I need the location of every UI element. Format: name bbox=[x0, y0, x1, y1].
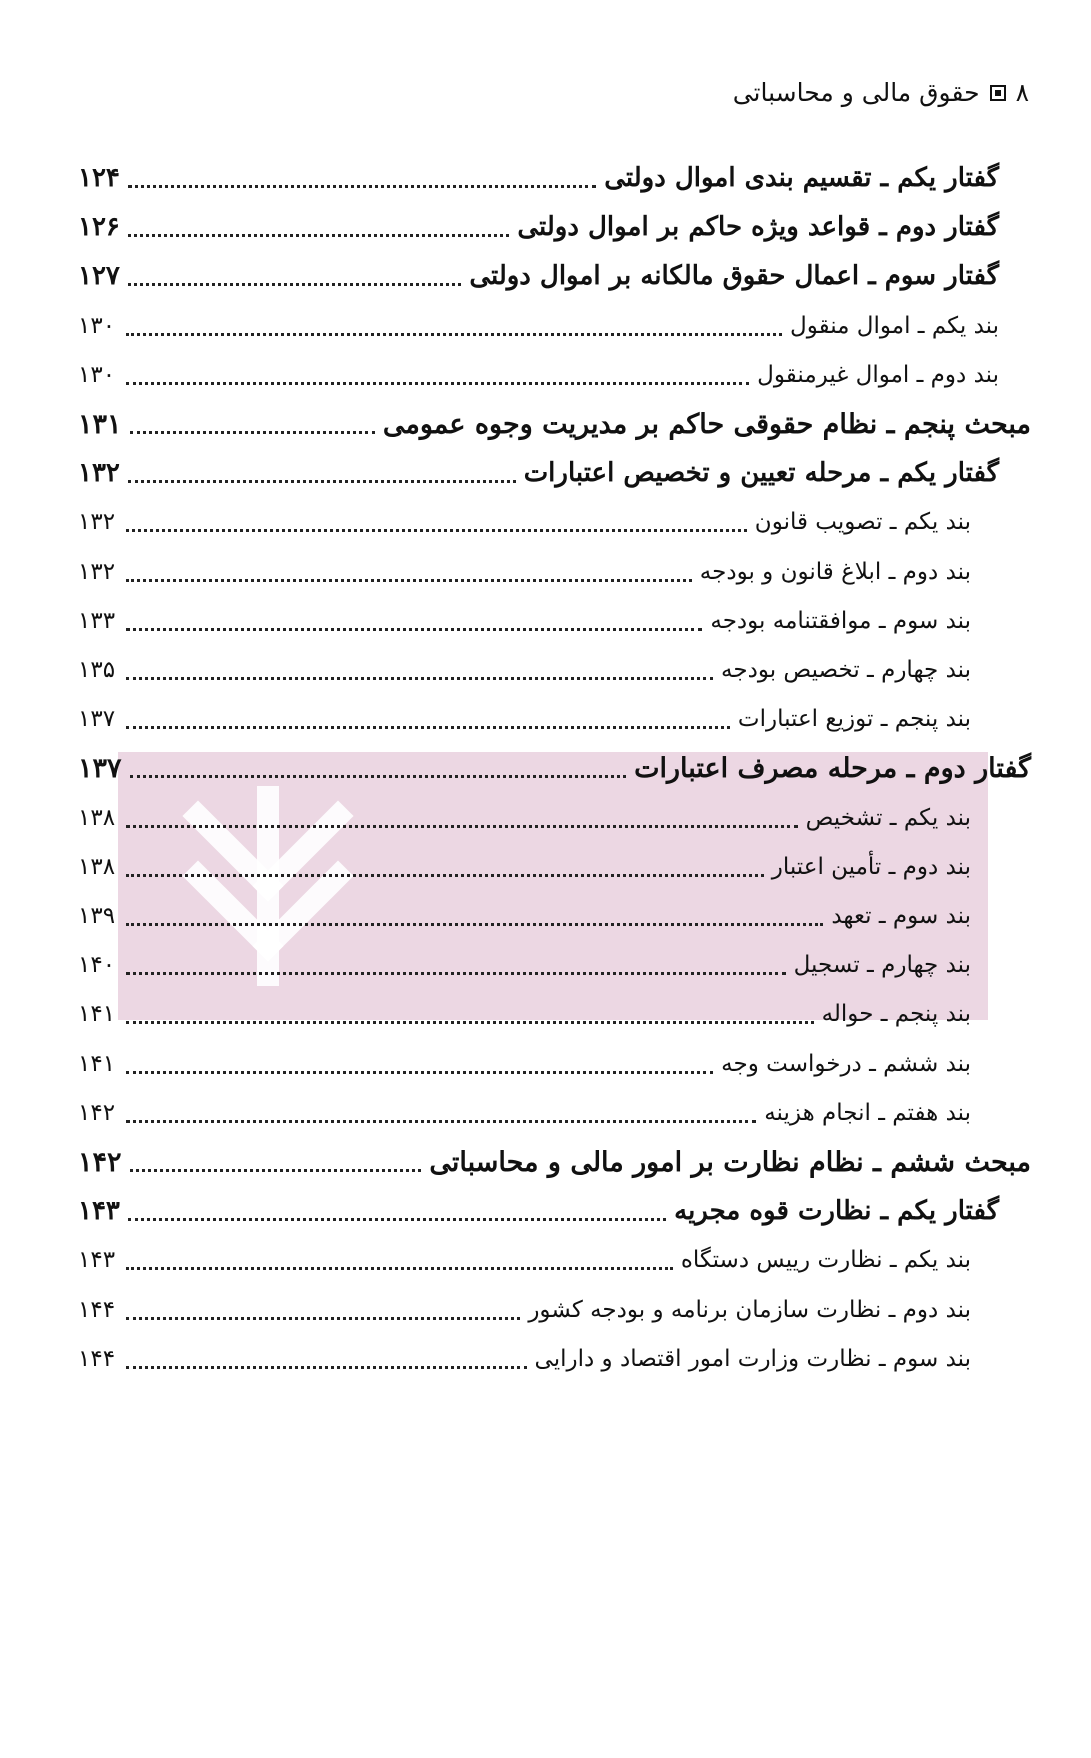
toc-entry-title: بند سوم ـ موافقتنامه بودجه bbox=[710, 607, 971, 634]
toc-entry-page: ۱۳۷ bbox=[78, 706, 116, 733]
toc-entry-page: ۱۳۱ bbox=[78, 408, 122, 440]
toc-entry-page: ۱۴۴ bbox=[78, 1345, 116, 1372]
toc-entry-title: گفتار دوم ـ قواعد ویژه حاکم بر اموال دولتی bbox=[517, 212, 999, 243]
toc-leader-dots bbox=[126, 873, 764, 877]
toc-entry-title: گفتار دوم ـ مرحله مصرف اعتبارات bbox=[634, 752, 1031, 784]
toc-entry-page: ۱۴۲ bbox=[78, 1099, 116, 1126]
toc-entry-title: بند یکم ـ نظارت رییس دستگاه bbox=[680, 1247, 971, 1274]
toc-leader-dots bbox=[126, 528, 747, 532]
toc-entry-title: بند یکم ـ اموال منقول bbox=[790, 312, 999, 339]
page-number: ۸ bbox=[1015, 78, 1029, 107]
toc-entry-page: ۱۳۰ bbox=[78, 361, 116, 388]
toc-entry-page: ۱۲۴ bbox=[78, 163, 120, 193]
toc-entry-title: بند پنجم ـ توزیع اعتبارات bbox=[737, 706, 971, 733]
toc-leader-dots bbox=[130, 1168, 422, 1172]
toc-entry bbox=[78, 404, 1031, 444]
toc-entry-page: ۱۳۷ bbox=[78, 752, 122, 784]
toc-entry-page: ۱۳۲ bbox=[78, 558, 116, 585]
toc-entry-page: ۱۴۳ bbox=[78, 1196, 120, 1227]
toc-entry-page: ۱۳۸ bbox=[78, 853, 116, 880]
toc-entry bbox=[78, 207, 999, 247]
toc-entry-title: بند هفتم ـ انجام هزینه bbox=[764, 1099, 971, 1126]
toc-entry-title: بند یکم ـ تشخیص bbox=[805, 804, 971, 831]
toc-entry bbox=[78, 1093, 971, 1133]
toc-entry bbox=[78, 552, 971, 592]
toc-leader-dots bbox=[126, 824, 798, 828]
toc-entry bbox=[78, 994, 971, 1034]
toc-entry-title: بند دوم ـ تأمین اعتبار bbox=[771, 853, 971, 880]
toc-entry bbox=[78, 748, 1031, 788]
toc-entry-title: بند دوم ـ نظارت سازمان برنامه و بودجه کشور bbox=[528, 1296, 971, 1323]
toc-entry bbox=[78, 896, 971, 936]
toc-leader-dots bbox=[126, 725, 730, 729]
toc-entry bbox=[78, 256, 999, 296]
toc-leader-dots bbox=[126, 971, 786, 975]
toc-leader-dots bbox=[128, 479, 516, 483]
page-header bbox=[733, 78, 1029, 107]
toc-entry-page: ۱۴۱ bbox=[78, 1050, 116, 1077]
toc-entry-page: ۱۳۸ bbox=[78, 804, 116, 831]
toc-leader-dots bbox=[128, 1217, 666, 1221]
toc-entry bbox=[78, 1240, 971, 1280]
toc-entry bbox=[78, 699, 971, 739]
toc-leader-dots bbox=[126, 1119, 756, 1123]
toc-entry-page: ۱۳۵ bbox=[78, 657, 116, 683]
toc-entry bbox=[78, 1290, 971, 1330]
toc-leader-dots bbox=[126, 578, 692, 582]
toc-entry-title: مبحث ششم ـ نظام نظارت بر امور مالی و محاسباتی bbox=[429, 1146, 1031, 1178]
toc-leader-dots bbox=[126, 922, 823, 926]
toc-entry-title: مبحث پنجم ـ نظام حقوقی حاکم بر مدیریت وجوه عمومی bbox=[382, 408, 1031, 440]
toc-entry bbox=[78, 601, 971, 641]
toc-entry-title: بند سوم ـ نظارت وزارت امور اقتصاد و دارایی bbox=[534, 1345, 971, 1372]
toc-entry bbox=[78, 650, 971, 690]
toc-entry-title: بند ششم ـ درخواست وجه bbox=[721, 1050, 971, 1077]
toc-leader-dots bbox=[130, 430, 375, 434]
toc-entry bbox=[78, 158, 999, 198]
toc-entry-title: گفتار یکم ـ نظارت قوه مجریه bbox=[674, 1196, 999, 1227]
toc-entry-page: ۱۴۱ bbox=[78, 1001, 116, 1028]
toc-entry-title: بند یکم ـ تصویب قانون bbox=[754, 509, 971, 536]
toc-entry bbox=[78, 945, 971, 985]
toc-entry-title: بند پنجم ـ حواله bbox=[821, 1001, 971, 1028]
toc-entry-page: ۱۴۲ bbox=[78, 1146, 122, 1178]
toc-leader-dots bbox=[126, 1266, 673, 1270]
toc-entry-page: ۱۲۶ bbox=[78, 212, 120, 243]
toc-leader-dots bbox=[126, 627, 702, 631]
toc-entry bbox=[78, 502, 971, 542]
toc-entry-title: بند دوم ـ ابلاغ قانون و بودجه bbox=[699, 558, 971, 585]
toc-leader-dots bbox=[126, 1316, 520, 1320]
toc-entry-page: ۱۴۴ bbox=[78, 1296, 116, 1323]
toc-entry-page: ۱۳۲ bbox=[78, 458, 120, 489]
toc-entry bbox=[78, 847, 971, 887]
toc-leader-dots bbox=[126, 332, 782, 336]
toc-entry-title: گفتار یکم ـ مرحله تعیین و تخصیص اعتبارات bbox=[523, 458, 999, 489]
toc-leader-dots bbox=[130, 774, 627, 778]
toc-entry bbox=[78, 355, 999, 395]
toc-entry bbox=[78, 798, 971, 838]
toc-leader-dots bbox=[126, 1070, 713, 1074]
toc-entry bbox=[78, 1044, 971, 1084]
square-marker-icon bbox=[990, 85, 1006, 101]
toc-leader-dots bbox=[128, 282, 461, 286]
toc-entry-title: بند سوم ـ تعهد bbox=[831, 903, 971, 929]
book-title: حقوق مالی و محاسباتی bbox=[732, 78, 980, 107]
toc-entry-page: ۱۳۲ bbox=[78, 509, 116, 536]
toc-leader-dots bbox=[126, 1365, 527, 1369]
toc-entry-page: ۱۳۹ bbox=[78, 903, 116, 929]
toc-leader-dots bbox=[126, 1020, 814, 1024]
toc-entry bbox=[78, 1339, 971, 1379]
toc-entry-page: ۱۲۷ bbox=[78, 261, 120, 292]
toc-leader-dots bbox=[126, 676, 713, 680]
toc-entry-title: بند چهارم ـ تسجیل bbox=[793, 952, 971, 979]
toc-entry-page: ۱۳۳ bbox=[78, 607, 116, 634]
toc-entry bbox=[78, 453, 999, 493]
toc-leader-dots bbox=[128, 233, 509, 237]
toc-entry bbox=[78, 1142, 1031, 1182]
toc-entry-title: بند چهارم ـ تخصیص بودجه bbox=[721, 657, 971, 683]
toc-entry-title: گفتار سوم ـ اعمال حقوق مالکانه بر اموال دولتی bbox=[469, 261, 999, 292]
toc-entry bbox=[78, 1191, 999, 1231]
toc-entry-page: ۱۴۳ bbox=[78, 1247, 116, 1274]
toc-entry bbox=[78, 306, 999, 346]
toc-leader-dots bbox=[128, 184, 596, 188]
toc-leader-dots bbox=[126, 381, 749, 385]
toc-entry-title: بند دوم ـ اموال غیرمنقول bbox=[757, 361, 999, 388]
toc-entry-page: ۱۴۰ bbox=[78, 952, 116, 979]
toc-entry-page: ۱۳۰ bbox=[78, 312, 116, 339]
toc-entry-title: گفتار یکم ـ تقسیم بندی اموال دولتی bbox=[604, 163, 999, 193]
